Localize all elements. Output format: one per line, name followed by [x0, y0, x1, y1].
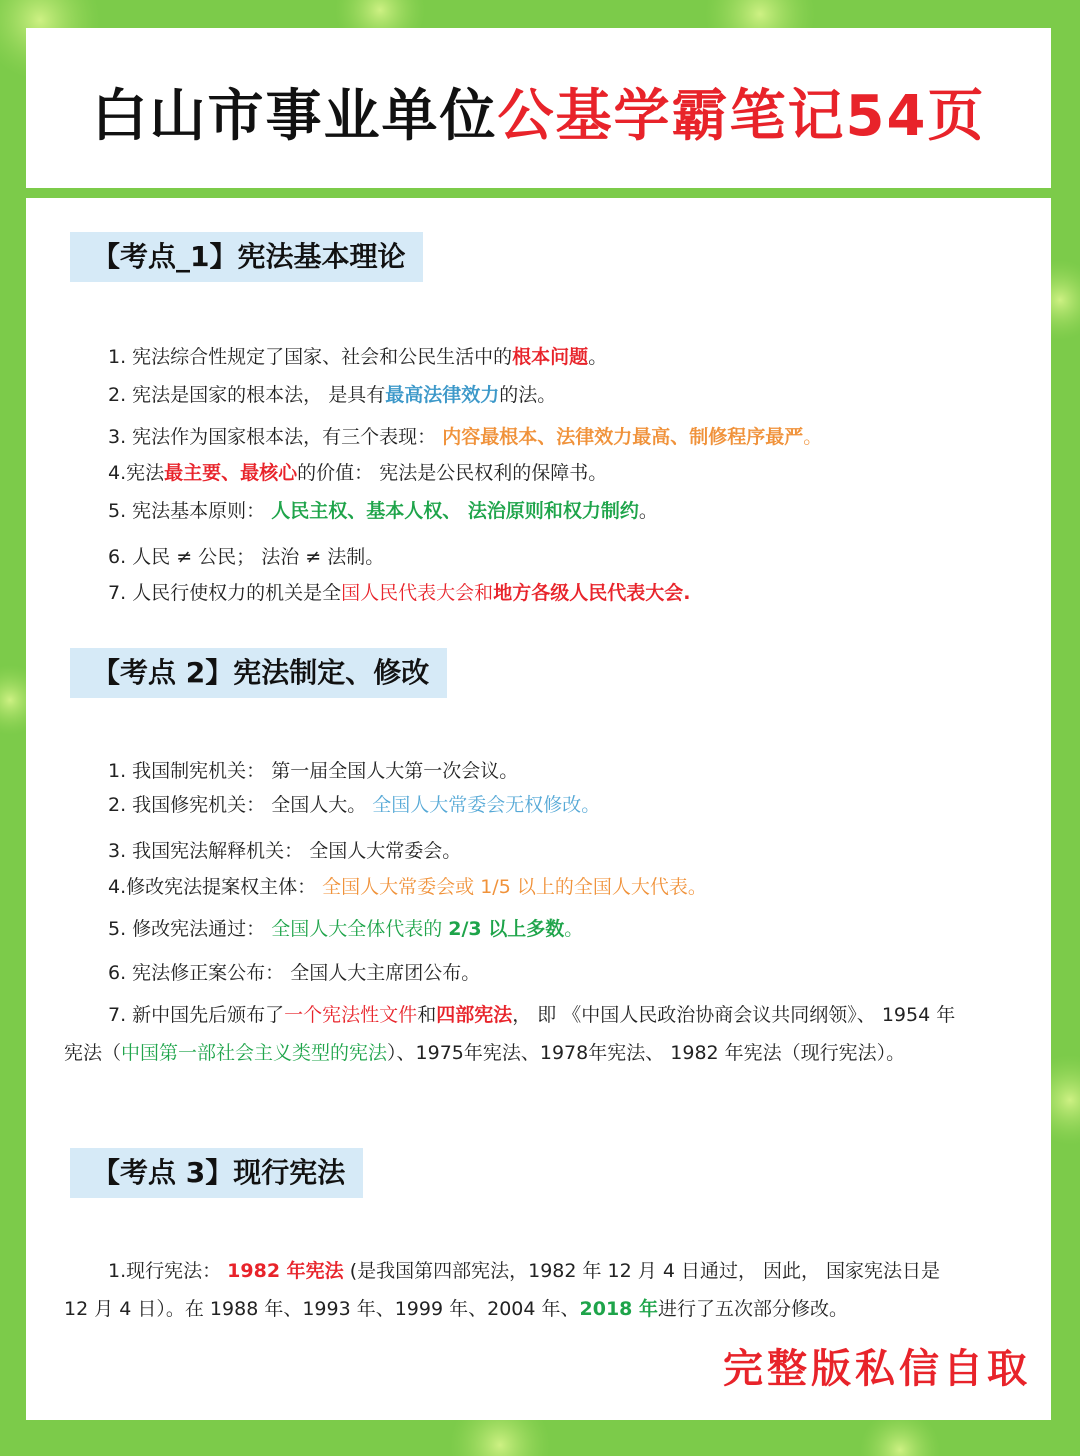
highlighted-text: 四部宪法 [436, 1004, 513, 1026]
page-title [26, 72, 1051, 152]
text-segment: ）、1975年宪法、1978年宪法、 1982 年宪法（现行宪法）。 [387, 1042, 906, 1064]
text-segment: 和 [417, 1004, 437, 1026]
highlighted-text: 。 [687, 876, 707, 898]
text-segment: 5. 宪法基本原则： [108, 500, 272, 522]
highlighted-text: 一个宪法性文件 [284, 1004, 418, 1026]
highlighted-text: 内容最根本、法律效力最高、制修程序最严 [442, 426, 804, 448]
highlighted-text: 中国第一部社会主义类型的宪法 [121, 1042, 388, 1064]
highlighted-text: 最高法律效力 [385, 384, 500, 406]
list-item [108, 382, 556, 408]
text-segment: 2. 宪法是国家的根本法， 是具有 [108, 384, 386, 406]
list-item [108, 792, 600, 818]
text-segment: 6. 宪法修正案公布： 全国人大主席团公布。 [108, 962, 481, 984]
text-segment: (是我国第四部宪法，1982 年 12 月 4 日通过， 因此， 国家宪法日是 12 月 4 日）。在 1988 年、1993 年、1999 年、2004 年、 [64, 1260, 941, 1320]
list-item [108, 758, 518, 784]
highlighted-text: 根本问题 [512, 346, 589, 368]
text-segment: 1.现行宪法： [108, 1260, 228, 1282]
highlighted-text: 。 [803, 426, 823, 448]
text-segment: 1. 我国制宪机关： 第一届全国人大第一次会议。 [108, 760, 519, 782]
text-segment: 2. 我国修宪机关： 全国人大。 [108, 794, 373, 816]
list-item [108, 424, 822, 450]
paragraph [64, 1252, 964, 1328]
footer-note: 完整版私信自取 [723, 1345, 1031, 1392]
highlighted-text: 2/3 以上多数 [448, 918, 565, 940]
paragraph [64, 996, 964, 1072]
list-item [108, 580, 690, 606]
text-segment: ， 即 《中国人民政治协商会议共同纲领》、 1954 年宪法（ [64, 1004, 956, 1064]
text-segment: 7. 新中国先后颁布了 [108, 1004, 285, 1026]
list-item [108, 874, 707, 900]
text-segment: 进行了五次部分修改。 [658, 1298, 849, 1320]
section-header-2: 【考点 2】宪法制定、修改 [70, 648, 447, 698]
highlighted-text: 全国人大全体代表的 [271, 918, 449, 940]
list-item [108, 916, 583, 942]
text-segment: 。 [588, 346, 608, 368]
highlighted-text: 。 [581, 794, 601, 816]
text-segment: 。 [638, 500, 658, 522]
section-header-1: 【考点_1】宪法基本理论 [70, 232, 423, 282]
text-segment: 3. 宪法作为国家根本法，有三个表现： [108, 426, 443, 448]
text-segment: 4.宪法 [108, 462, 165, 484]
highlighted-text: 。 [564, 918, 584, 940]
list-item [108, 498, 658, 524]
highlighted-text: 最主要、最核心 [164, 462, 298, 484]
text-segment: 7. 人民行使权力的机关是全 [108, 582, 342, 604]
list-item [108, 544, 384, 570]
highlighted-text: 1982 年宪法 [227, 1260, 344, 1282]
text-segment: 6. 人民 ≠ 公民； 法治 ≠ 法制。 [108, 546, 385, 568]
highlighted-text: 2018 年 [579, 1298, 658, 1320]
text-segment: 5. 修改宪法通过： [108, 918, 272, 940]
highlighted-text: 国人民代表大会和 [341, 582, 494, 604]
list-item [108, 460, 607, 486]
title-card [26, 28, 1051, 188]
text-segment: 4.修改宪法提案权主体： [108, 876, 323, 898]
list-item [108, 344, 607, 370]
highlighted-text: 人民主权、基本人权、 法治原则和权力制约 [271, 500, 639, 522]
text-segment: 3. 我国宪法解释机关： 全国人大常委会。 [108, 840, 462, 862]
list-item [108, 960, 480, 986]
list-item [108, 838, 461, 864]
highlighted-text: 地方各级人民代表大会. [493, 582, 691, 604]
highlighted-text: 全国人大常委会或 1/5 以上的全国人大代表 [322, 876, 688, 898]
title-red: 公基学霸笔记54页 [497, 84, 986, 149]
title-black: 白山市事业单位 [91, 84, 498, 149]
document-card [26, 198, 1051, 1420]
section-header-3: 【考点 3】现行宪法 [70, 1148, 363, 1198]
highlighted-text: 全国人大常委会无权修改 [372, 794, 582, 816]
text-segment: 的法。 [499, 384, 557, 406]
text-segment: 1. 宪法综合性规定了国家、社会和公民生活中的 [108, 346, 513, 368]
text-segment: 的价值： 宪法是公民权利的保障书。 [297, 462, 608, 484]
